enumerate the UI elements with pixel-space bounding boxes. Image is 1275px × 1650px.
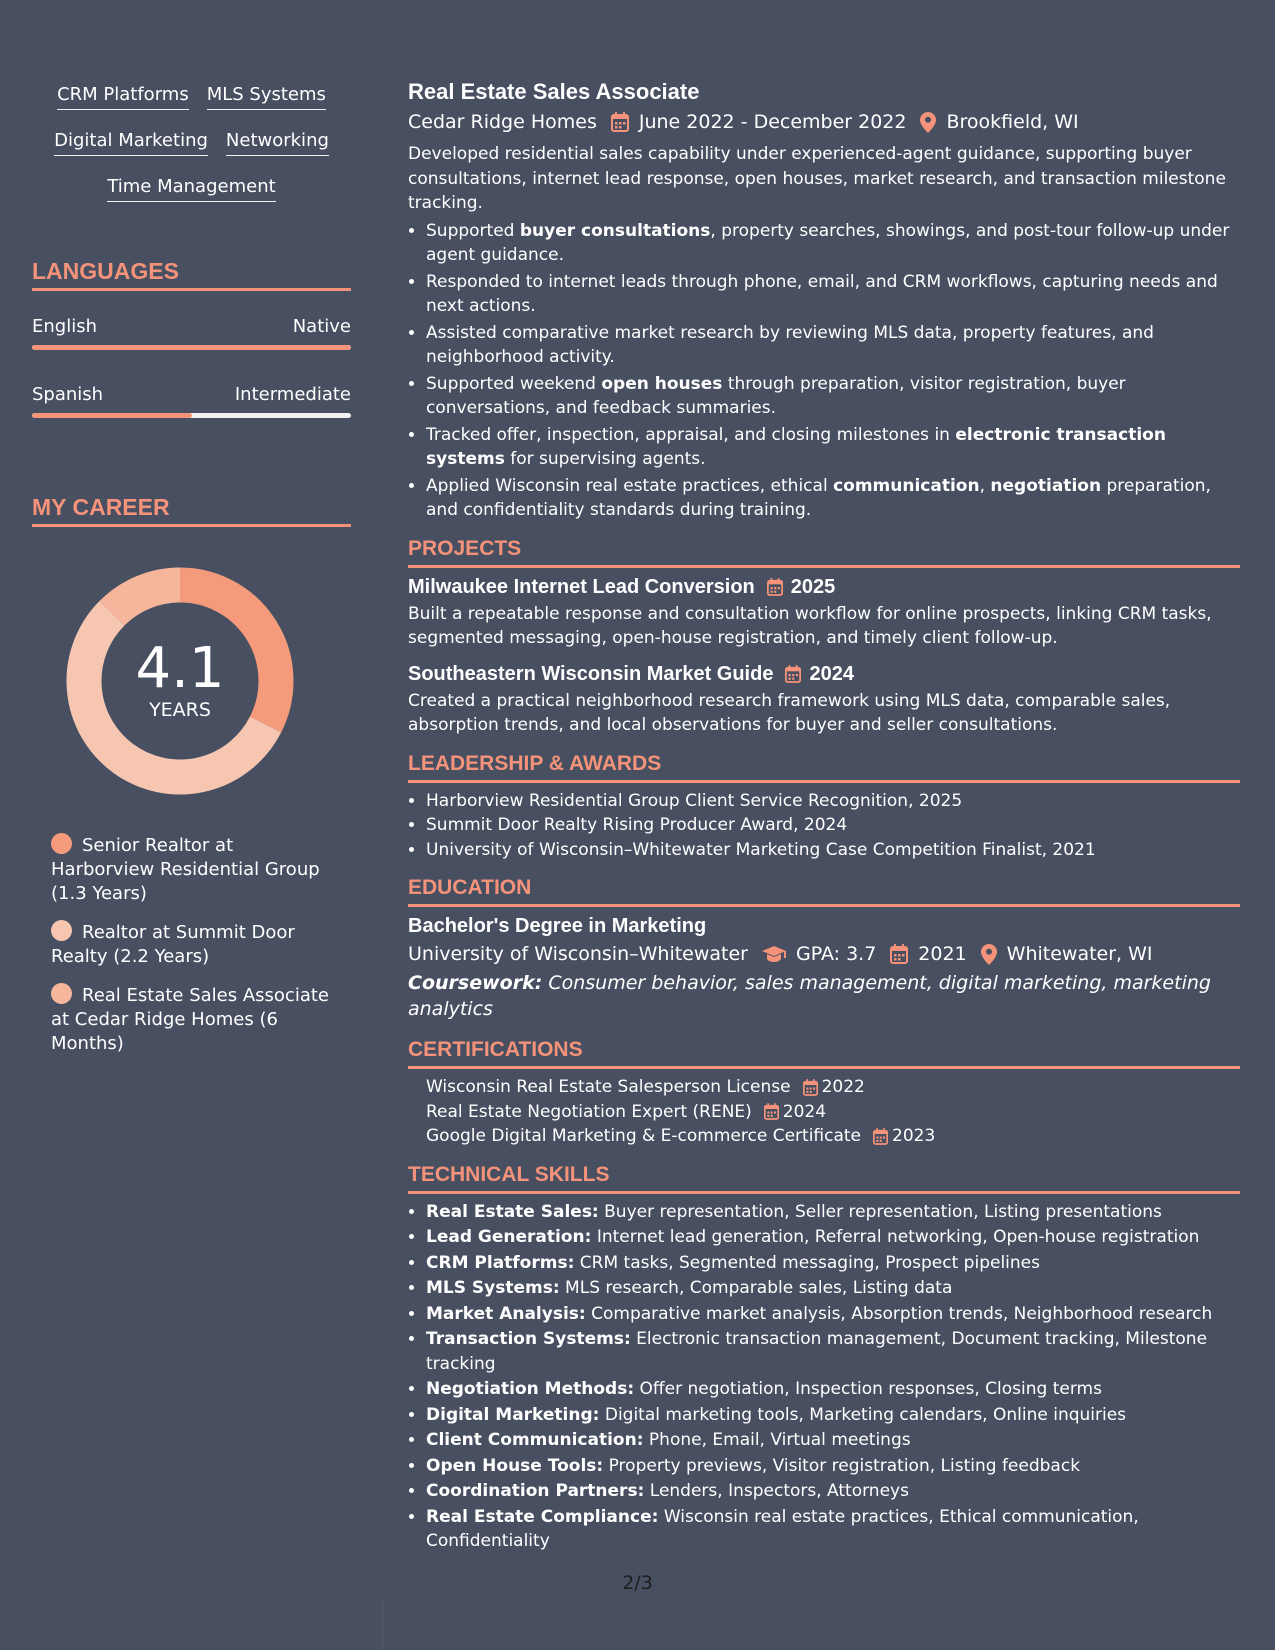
calendar-icon [764, 1103, 779, 1120]
gpa: GPA: 3.7 [796, 943, 877, 965]
language-item [32, 383, 351, 418]
graduation-cap-icon [762, 945, 786, 963]
skill-item: • Open House Tools: Property previews, Visitor registration, Listing feedback [426, 1454, 1240, 1479]
skill-tag: Networking [226, 130, 329, 156]
location-pin-icon [920, 112, 936, 133]
skill-tag: CRM Platforms [57, 84, 189, 110]
job-bullets [408, 219, 1240, 523]
page-number: 2/3 [622, 1572, 653, 1594]
job-bullet: • Tracked offer, inspection, appraisal, and closing milestones in electronic transaction systems for supervising agents. [426, 423, 1240, 472]
project-item [408, 661, 1240, 738]
degree-title: Bachelor's Degree in Marketing [408, 915, 707, 937]
school-name: University of Wisconsin–Whitewater [408, 943, 748, 965]
award-item: • Harborview Residential Group Client Service Recognition, 2025 [426, 789, 1240, 814]
job-bullet: • Supported weekend open houses through preparation, visitor registration, buyer conversations, and feedback summaries. [426, 372, 1240, 421]
career-heading: MY CAREER [32, 492, 351, 527]
project-item [408, 574, 1240, 651]
legend-item [51, 833, 341, 906]
skill-item: • Real Estate Sales: Buyer representation, Seller representation, Listing presentations [426, 1200, 1240, 1225]
skill-item: • Market Analysis: Comparative market analysis, Absorption trends, Neighborhood research [426, 1302, 1240, 1327]
certifications-heading: CERTIFICATIONS [408, 1036, 1240, 1069]
legend-dot [51, 920, 72, 941]
awards-list [408, 789, 1240, 863]
calendar-icon [767, 578, 783, 596]
calendar-icon [873, 1128, 888, 1145]
project-year: 2024 [809, 662, 854, 685]
legend-dot [51, 983, 72, 1004]
project-desc: Created a practical neighborhood research framework using MLS data, comparable sales, absorption trends, and local observations for buyer and seller consultations. [408, 690, 1171, 735]
project-year: 2025 [790, 575, 836, 598]
skill-item: • Coordination Partners: Lenders, Inspectors, Attorneys [426, 1479, 1240, 1504]
education-meta [408, 941, 1240, 967]
calendar-icon [785, 665, 801, 683]
language-proficiency-bar [32, 413, 351, 418]
legend-label: Senior Realtor at Harborview Residential Group (1.3 Years) [51, 835, 320, 904]
skill-tag: Time Management [107, 176, 275, 202]
left-column [32, 84, 351, 1070]
technical-skills-list [408, 1200, 1240, 1554]
skill-item: • Transaction Systems: Electronic transaction management, Document tracking, Milestone tracking [426, 1327, 1240, 1376]
skill-item: • Real Estate Compliance: Wisconsin real estate practices, Ethical communication, Confidentiality [426, 1505, 1240, 1554]
education-heading: EDUCATION [408, 874, 1240, 907]
location-pin-icon [981, 944, 997, 965]
job-summary: Developed residential sales capability under experienced-agent guidance, supporting buyer consultations, internet lead response, open houses, market research, and transaction milestone tracking. [408, 144, 1226, 213]
skill-item: • MLS Systems: MLS research, Comparable sales, Listing data [426, 1276, 1240, 1301]
language-level: Intermediate [234, 384, 351, 405]
job-dates: June 2022 - December 2022 [638, 111, 907, 133]
language-name: English [32, 316, 97, 337]
project-title: Milwaukee Internet Lead Conversion [408, 575, 755, 598]
language-proficiency-bar [32, 345, 351, 350]
calendar-icon [803, 1079, 818, 1096]
job-bullet: • Assisted comparative market research by reviewing MLS data, property features, and neighborhood activity. [426, 321, 1240, 370]
certifications-list [408, 1075, 1240, 1149]
awards-heading: LEADERSHIP & AWARDS [408, 750, 1240, 783]
column-divider [382, 1600, 383, 1650]
technical-skills-heading: TECHNICAL SKILLS [408, 1161, 1240, 1194]
language-level: Native [292, 316, 351, 337]
job-bullet: • Applied Wisconsin real estate practices, ethical communication, negotiation preparation, and confidentiality standards during training. [426, 474, 1240, 523]
projects-heading: PROJECTS [408, 535, 1240, 568]
legend-item [51, 920, 341, 969]
legend-dot [51, 833, 72, 854]
calendar-icon [611, 112, 629, 132]
career-donut-chart [66, 567, 294, 795]
legend-label: Real Estate Sales Associate at Cedar Ridge Homes (6 Months) [51, 985, 329, 1054]
job-location: Brookfield, WI [946, 111, 1079, 133]
skill-tag: MLS Systems [207, 84, 326, 110]
company-name: Cedar Ridge Homes [408, 111, 597, 133]
right-column [408, 78, 1240, 1555]
certification-item: Wisconsin Real Estate Salesperson License 2022 [426, 1077, 865, 1097]
award-item: • Summit Door Realty Rising Producer Award, 2024 [426, 813, 1240, 838]
school-location: Whitewater, WI [1006, 943, 1153, 965]
project-title: Southeastern Wisconsin Market Guide [408, 662, 774, 685]
project-desc: Built a repeatable response and consultation workflow for online prospects, linking CRM tasks, segmented messaging, open-house registration, and timely client follow-up. [408, 603, 1212, 648]
legend-item [51, 983, 341, 1056]
language-name: Spanish [32, 384, 104, 405]
coursework: Coursework: Consumer behavior, sales management, digital marketing, marketing analytics [408, 972, 1211, 1020]
legend-label: Realtor at Summit Door Realty (2.2 Years) [51, 922, 295, 967]
skill-item: • Lead Generation: Internet lead generation, Referral networking, Open-house registration [426, 1225, 1240, 1250]
calendar-icon [890, 944, 908, 964]
skill-item: • Digital Marketing: Digital marketing tools, Marketing calendars, Online inquiries [426, 1403, 1240, 1428]
award-item: • University of Wisconsin–Whitewater Marketing Case Competition Finalist, 2021 [426, 838, 1240, 863]
job-title: Real Estate Sales Associate [408, 79, 700, 104]
job-bullet: • Responded to internet leads through phone, email, and CRM workflows, capturing needs and next actions. [426, 270, 1240, 319]
career-unit: YEARS [149, 699, 211, 721]
certification-item: Google Digital Marketing & E-commerce Certificate 2023 [426, 1126, 936, 1146]
skill-tags [32, 84, 351, 222]
job-bullet: • Supported buyer consultations, property searches, showings, and post-tour follow-up under agent guidance. [426, 219, 1240, 268]
languages-heading: LANGUAGES [32, 256, 351, 291]
certification-item: Real Estate Negotiation Expert (RENE) 2024 [426, 1101, 827, 1122]
graduation-year: 2021 [918, 943, 967, 965]
skill-tag: Digital Marketing [54, 130, 208, 156]
skill-item: • Client Communication: Phone, Email, Virtual meetings [426, 1428, 1240, 1453]
career-legend [51, 833, 341, 1056]
job-meta [408, 109, 1240, 135]
language-item [32, 315, 351, 350]
skill-item: • CRM Platforms: CRM tasks, Segmented messaging, Prospect pipelines [426, 1251, 1240, 1276]
career-total: 4.1 [135, 636, 225, 701]
skill-item: • Negotiation Methods: Offer negotiation, Inspection responses, Closing terms [426, 1377, 1240, 1402]
